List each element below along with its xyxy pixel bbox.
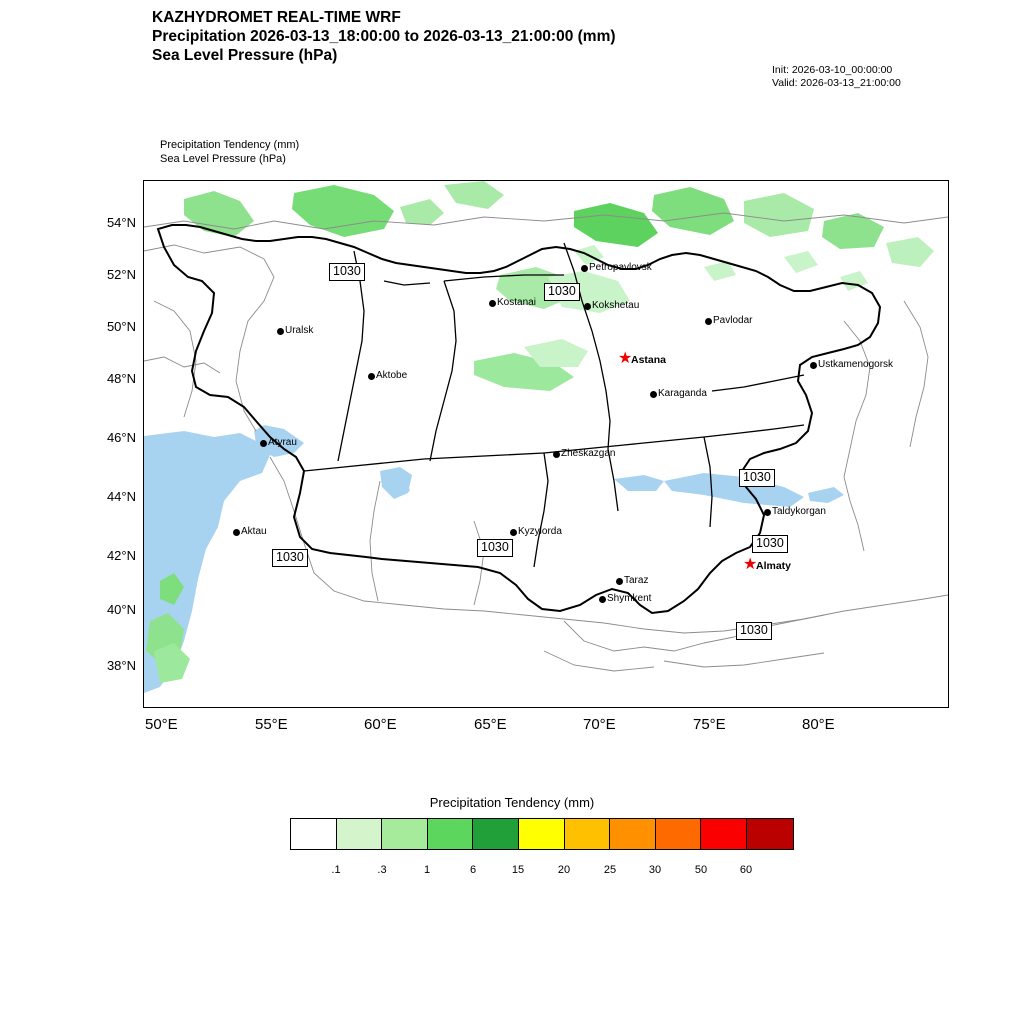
x-tick: 65°E	[474, 716, 507, 733]
city-dot	[260, 440, 267, 447]
colorbar-swatch	[701, 819, 747, 849]
isobar-label: 1030	[736, 622, 772, 640]
water-bodies	[144, 425, 844, 693]
city-label: Zheskazgan	[561, 448, 616, 459]
colorbar-tick: .1	[331, 864, 341, 876]
y-tick: 50°N	[106, 319, 136, 334]
colorbar-tick: 50	[694, 864, 708, 876]
city-label: Kokshetau	[592, 300, 640, 311]
colorbar-swatch	[291, 819, 337, 849]
colorbar-swatch	[747, 819, 793, 849]
colorbar-swatch	[473, 819, 519, 849]
y-tick: 46°N	[106, 430, 136, 445]
init-valid-block	[772, 64, 901, 90]
x-tick: 80°E	[802, 716, 835, 733]
city-label: Almaty	[756, 560, 792, 572]
city-label: Pavlodar	[713, 315, 753, 326]
y-tick: 38°N	[106, 658, 136, 673]
city-label: Uralsk	[285, 325, 314, 336]
isobar-label: 1030	[477, 539, 513, 557]
x-tick: 75°E	[693, 716, 726, 733]
colorbar-swatch	[337, 819, 383, 849]
city-dot	[705, 318, 712, 325]
city-dot	[277, 328, 284, 335]
city-dot	[584, 303, 591, 310]
capital-star-icon: ★	[743, 556, 758, 573]
city-label: Shymkent	[607, 593, 652, 604]
city-label: Ustkamenogorsk	[818, 359, 894, 370]
latitude-axis	[80, 180, 136, 708]
colorbar-title: Precipitation Tendency (mm)	[429, 795, 595, 810]
x-tick: 60°E	[364, 716, 397, 733]
title-line-3: Sea Level Pressure (hPa)	[152, 47, 338, 64]
colorbar-swatch	[428, 819, 474, 849]
city-label: Taraz	[624, 575, 649, 586]
isobar-label: 1030	[752, 535, 788, 553]
title-line-2: Precipitation 2026-03-13_18:00:00 to 2026-03-13_21:00:00 (mm)	[152, 28, 616, 45]
colorbar-tick: 15	[511, 864, 525, 876]
title-line-1: KAZHYDROMET REAL-TIME WRF	[152, 9, 401, 26]
title-block	[152, 8, 616, 65]
plot-subtitle-line-1: Precipitation Tendency (mm)	[160, 139, 300, 151]
x-tick: 50°E	[145, 716, 178, 733]
city-dot	[616, 578, 623, 585]
colorbar-tick: 25	[603, 864, 617, 876]
city-label: Petropavlovsk	[589, 262, 652, 273]
init-time: Init: 2026-03-10_00:00:00	[772, 64, 893, 76]
plot-subtitle	[160, 138, 299, 166]
colorbar	[290, 818, 794, 850]
colorbar-tick: 60	[739, 864, 753, 876]
city-dot	[233, 529, 240, 536]
city-dot	[553, 451, 560, 458]
colorbar-tick: .3	[377, 864, 387, 876]
city-dot	[368, 373, 375, 380]
colorbar-swatch	[382, 819, 428, 849]
city-label: Aktobe	[376, 370, 408, 381]
x-tick: 55°E	[255, 716, 288, 733]
colorbar-ticks	[290, 864, 792, 880]
y-tick: 48°N	[106, 371, 136, 386]
plot-subtitle-line-2: Sea Level Pressure (hPa)	[160, 153, 286, 165]
city-label: Karaganda	[658, 388, 707, 399]
y-tick: 52°N	[106, 267, 136, 282]
colorbar-swatch	[656, 819, 702, 849]
city-dot	[581, 265, 588, 272]
city-dot	[510, 529, 517, 536]
map-canvas[interactable]	[143, 180, 949, 708]
city-label: Kyzylorda	[518, 526, 562, 537]
city-label: Aktau	[241, 526, 267, 537]
valid-time: Valid: 2026-03-13_21:00:00	[772, 77, 901, 89]
colorbar-tick: 1	[423, 864, 431, 876]
isobar-label: 1030	[329, 263, 365, 281]
isobar-label: 1030	[544, 283, 580, 301]
city-dot	[764, 509, 771, 516]
y-tick: 44°N	[106, 489, 136, 504]
colorbar-swatch	[565, 819, 611, 849]
isobar-label: 1030	[272, 549, 308, 567]
x-tick: 70°E	[583, 716, 616, 733]
city-label: Kostanai	[497, 297, 536, 308]
y-tick: 42°N	[106, 548, 136, 563]
isobar-label: 1030	[739, 469, 775, 487]
colorbar-swatch	[519, 819, 565, 849]
city-dot	[489, 300, 496, 307]
capital-star-icon: ★	[618, 350, 633, 367]
city-dot	[650, 391, 657, 398]
colorbar-tick: 30	[648, 864, 662, 876]
colorbar-tick: 20	[557, 864, 571, 876]
city-dot	[599, 596, 606, 603]
y-tick: 40°N	[106, 602, 136, 617]
city-label: Atyrau	[268, 437, 297, 448]
colorbar-tick: 6	[469, 864, 477, 876]
city-label: Taldykorgan	[772, 506, 826, 517]
city-dot	[810, 362, 817, 369]
city-label: Astana	[631, 354, 667, 366]
colorbar-swatch	[610, 819, 656, 849]
longitude-axis	[143, 716, 949, 746]
y-tick: 54°N	[106, 215, 136, 230]
